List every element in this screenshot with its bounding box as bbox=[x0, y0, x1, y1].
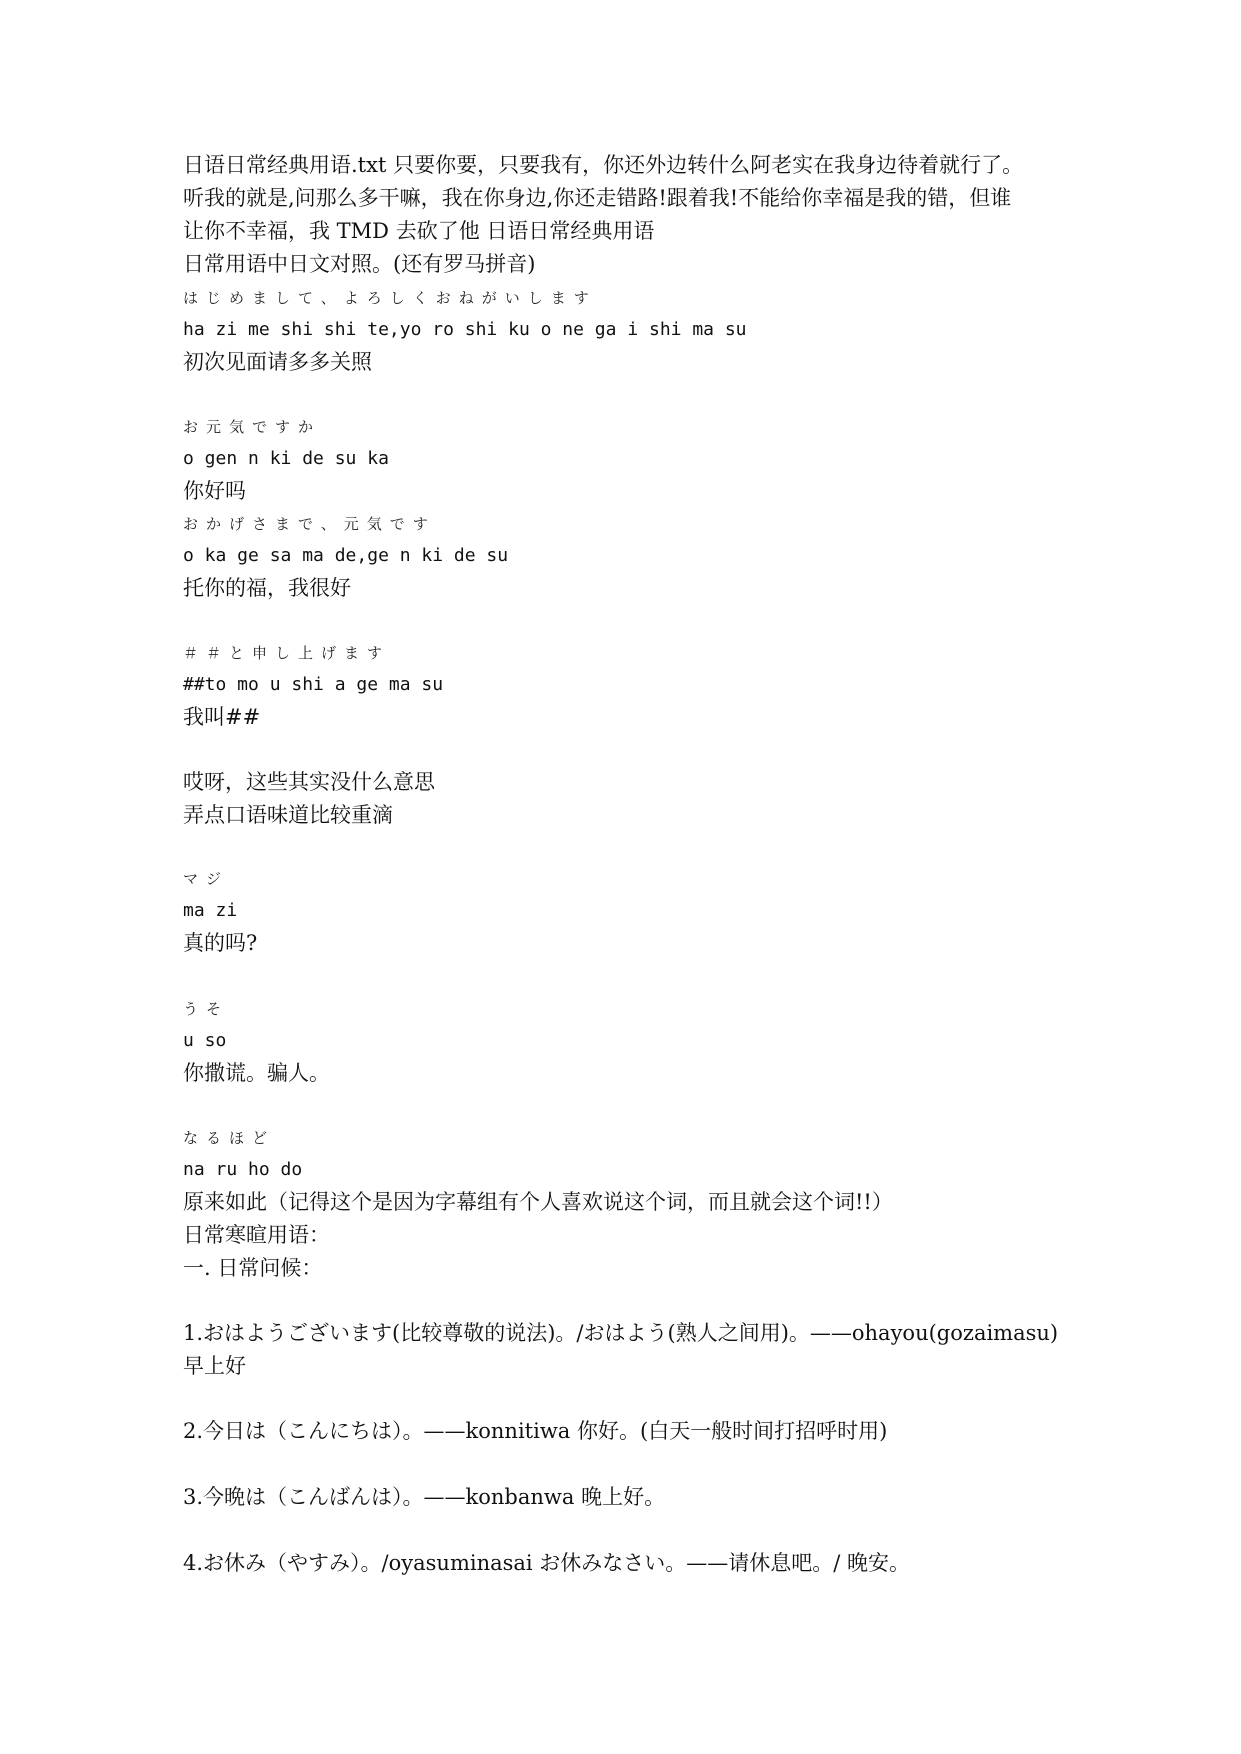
kana-line: なるほど bbox=[183, 1129, 276, 1147]
greeting-item-3: 3.今晩は（こんばんは）。——konbanwa 晚上好。 bbox=[183, 1485, 666, 1509]
text-line-3: 让你不幸福，我 TMD 去砍了他 日语日常经典用语 bbox=[183, 219, 655, 243]
text-line: 弄点口语味道比较重滴 bbox=[183, 803, 393, 827]
translation-line: 初次见面请多多关照 bbox=[183, 350, 372, 374]
translation-line: 你撒谎。骗人。 bbox=[183, 1061, 330, 1085]
text-line: 哎呀，这些其实没什么意思 bbox=[183, 770, 435, 794]
translation-line: 托你的福，我很好 bbox=[183, 576, 351, 600]
subsection-heading: 一. 日常问候： bbox=[183, 1256, 323, 1280]
kana-line: はじめまして、よろしくおねがいします bbox=[183, 289, 597, 307]
romaji-line: o gen n ki de su ka bbox=[183, 448, 389, 469]
text-line-2: 听我的就是,问那么多干嘛，我在你身边,你还走错路!跟着我!不能给你幸福是我的错，但谁 bbox=[183, 186, 1012, 210]
kana-line: マジ bbox=[183, 870, 230, 888]
romaji-line: ha zi me shi shi te,yo ro shi ku o ne ga i shi ma su bbox=[183, 319, 747, 340]
romaji-line: o ka ge sa ma de,ge n ki de su bbox=[183, 545, 509, 566]
romaji-line: u so bbox=[183, 1030, 227, 1051]
kana-line: ＃＃と申し上げます bbox=[183, 644, 391, 662]
romaji-line: ma zi bbox=[183, 900, 238, 921]
translation-line: 你好吗 bbox=[183, 479, 246, 503]
section-heading: 日常寒暄用语： bbox=[183, 1223, 330, 1247]
text-line-1: 日语日常经典用语.txt 只要你要，只要我有，你还外边转什么阿老实在我身边待着就行了。 bbox=[183, 153, 1024, 177]
greeting-item-4: 4.お休み（やすみ）。/oyasuminasai お休みなさい。——请休息吧。/ 晚安。 bbox=[183, 1551, 911, 1575]
greeting-item-1-meaning: 早上好 bbox=[183, 1354, 246, 1378]
romaji-line: na ru ho do bbox=[183, 1159, 303, 1180]
translation-line: 我叫## bbox=[183, 705, 261, 729]
kana-line: おかげさまで、元気です bbox=[183, 515, 436, 533]
text-line-4: 日常用语中日文对照。(还有罗马拼音) bbox=[183, 252, 536, 276]
kana-line: お元気ですか bbox=[183, 418, 322, 436]
romaji-line: ##to mo u shi a ge ma su bbox=[183, 674, 444, 695]
translation-line: 真的吗? bbox=[183, 931, 258, 955]
translation-line: 原来如此（记得这个是因为字幕组有个人喜欢说这个词，而且就会这个词!!） bbox=[183, 1190, 893, 1214]
greeting-item-2: 2.今日は（こんにちは）。——konnitiwa 你好。(白天一般时间打招呼时用) bbox=[183, 1419, 888, 1443]
kana-line: うそ bbox=[183, 1000, 230, 1018]
greeting-item-1: 1.おはようございます(比较尊敬的说法)。/おはよう(熟人之间用)。——ohayou(gozaimasu) bbox=[183, 1321, 1059, 1345]
